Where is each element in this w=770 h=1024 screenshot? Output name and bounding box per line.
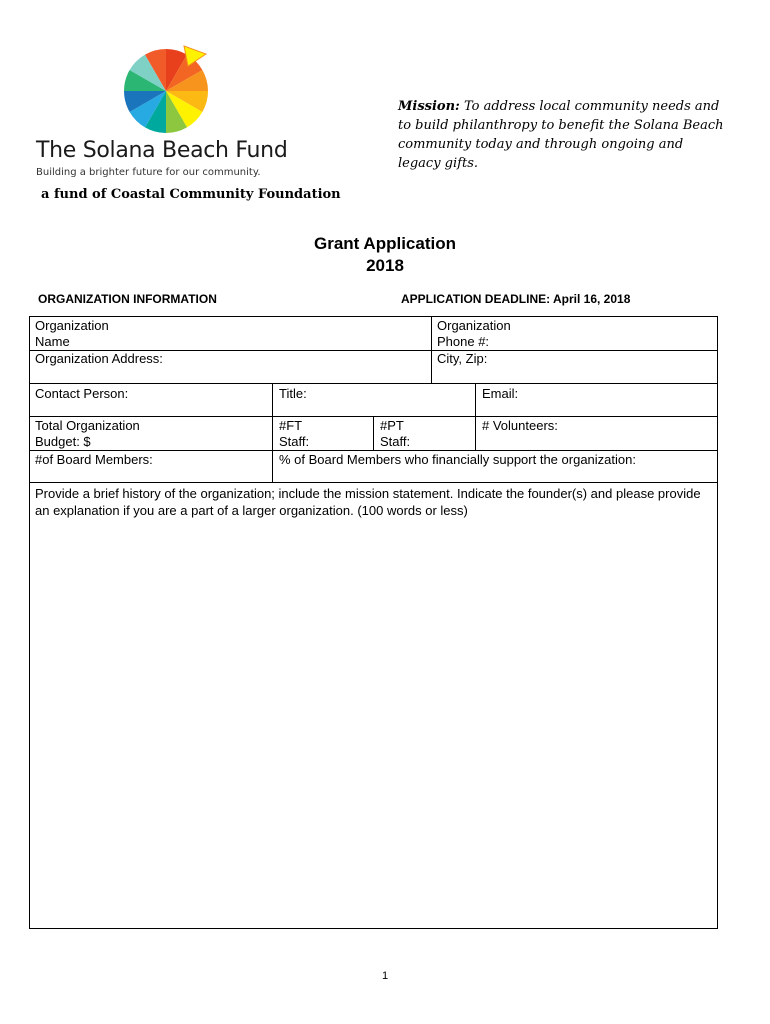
city-zip-field[interactable]: City, Zip:	[437, 351, 488, 366]
column-divider	[373, 416, 374, 450]
board-members-field[interactable]: #of Board Members:	[35, 452, 153, 467]
total-budget-field[interactable]: Total Organization Budget: $	[35, 418, 140, 449]
parent-foundation: a fund of Coastal Community Foundation	[41, 187, 341, 202]
mission-statement	[398, 97, 728, 173]
contact-person-field[interactable]: Contact Person:	[35, 386, 129, 401]
mission-label: Mission:	[398, 99, 460, 114]
column-divider	[272, 383, 273, 482]
page-title: Grant Application	[314, 234, 456, 253]
title-field[interactable]: Title:	[279, 386, 307, 401]
page-number: 1	[381, 970, 389, 982]
row-divider	[30, 482, 717, 483]
column-divider	[475, 383, 476, 450]
pt-staff-field[interactable]: #PT Staff:	[380, 418, 411, 449]
volunteers-field[interactable]: # Volunteers:	[482, 418, 558, 433]
page-year: 2018	[366, 256, 404, 275]
application-form	[29, 316, 718, 929]
application-deadline: APPLICATION DEADLINE: April 16, 2018	[401, 292, 631, 306]
history-prompt: Provide a brief history of the organization; include the mission statement. Indicate the founder(s) and please provide an explanation if you are a part of a larger organization. (100 words or less)	[35, 486, 701, 518]
board-support-field[interactable]: % of Board Members who financially support the organization:	[279, 452, 636, 467]
org-address-field[interactable]: Organization Address:	[35, 351, 163, 366]
org-phone-field[interactable]: Organization Phone #:	[437, 318, 511, 349]
row-divider	[30, 450, 717, 451]
ft-staff-field[interactable]: #FT Staff:	[279, 418, 310, 449]
section-heading-org-info: ORGANIZATION INFORMATION	[38, 292, 217, 306]
brand-tagline: Building a brighter future for our community.	[36, 167, 261, 178]
row-divider	[30, 383, 717, 384]
org-name-field[interactable]: Organization Name	[35, 318, 109, 349]
brand-name: The Solana Beach Fund	[36, 138, 288, 163]
mission-text: To address local community needs and to build philanthropy to benefit the Solana Beach community today and through ongoing and legacy gifts.	[398, 99, 724, 171]
column-divider	[431, 317, 432, 383]
solana-beach-fund-logo	[122, 44, 218, 134]
email-field[interactable]: Email:	[482, 386, 519, 401]
